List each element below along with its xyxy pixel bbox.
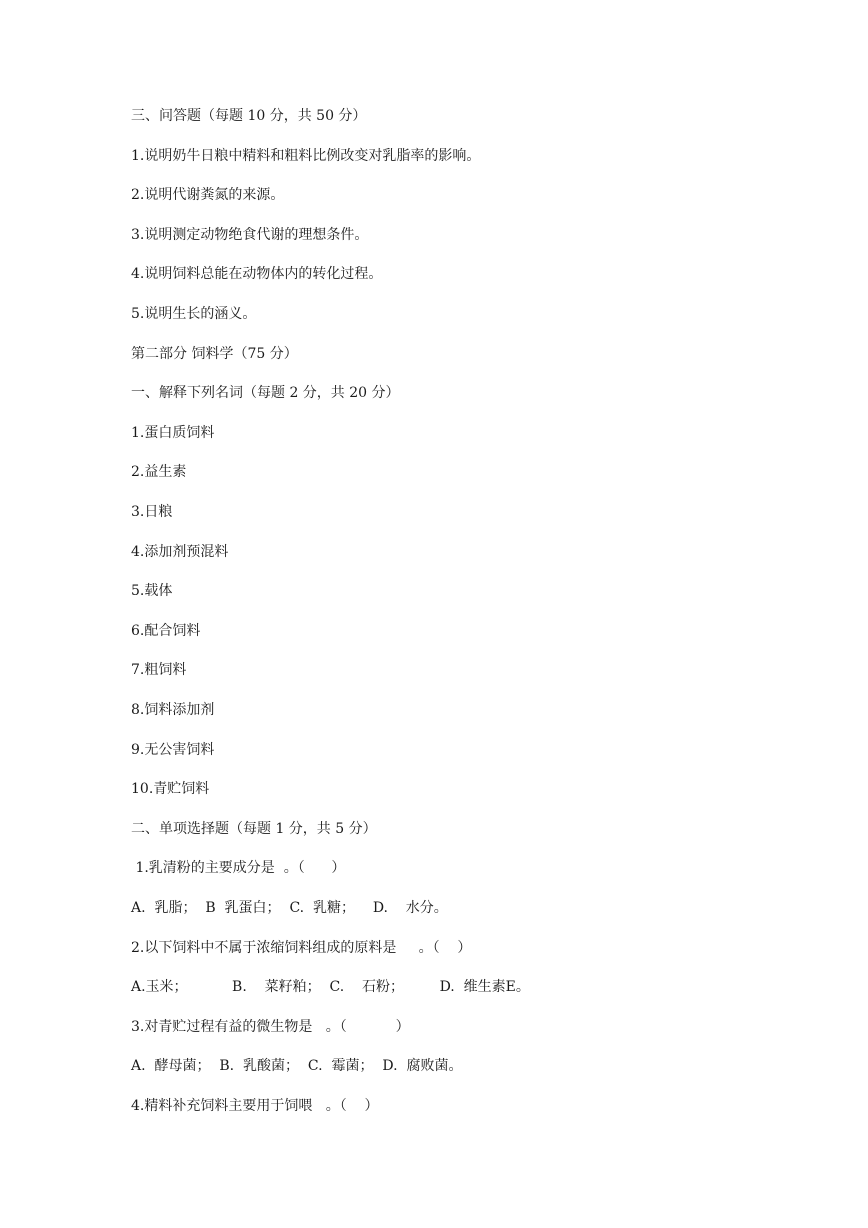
choice-question: 4.精料补充饲料主要用于饲喂 。（ ） [131,1098,379,1114]
term-item: 8.饲料添加剂 [131,702,215,718]
term-item: 4.添加剂预混料 [131,544,229,560]
term-item: 1.蛋白质饲料 [131,425,215,441]
choice-options: A. 酵母菌； B. 乳酸菌； C. 霉菌； D. 腐败菌。 [131,1058,463,1074]
section-title-terms: 一、解释下列名词（每题 2 分，共 20 分） [131,385,400,401]
choice-options: A.玉米； B. 菜籽粕； C. 石粉； D. 维生素E。 [131,979,530,995]
term-item: 7.粗饲料 [131,662,187,678]
part-title: 第二部分 饲料学（75 分） [131,346,298,362]
question-item: 1.说明奶牛日粮中精料和粗料比例改变对乳脂率的影响。 [131,148,481,164]
question-item: 4.说明饲料总能在动物体内的转化过程。 [131,266,383,282]
term-item: 3.日粮 [131,504,173,520]
choice-question: 2.以下饲料中不属于浓缩饲料组成的原料是 。（ ） [131,940,472,956]
section-title-choice: 二、单项选择题（每题 1 分，共 5 分） [131,821,377,837]
term-item: 6.配合饲料 [131,623,201,639]
term-item: 10.青贮饲料 [131,781,210,797]
choice-question: 3.对青贮过程有益的微生物是 。（ ） [131,1019,410,1035]
question-item: 2.说明代谢粪氮的来源。 [131,187,285,203]
term-item: 2.益生素 [131,464,187,480]
choice-question: 1.乳清粉的主要成分是 。（ ） [131,860,346,876]
choice-options: A. 乳脂； B 乳蛋白； C. 乳糖； D. 水分。 [131,900,448,916]
section-title-qa: 三、问答题（每题 10 分，共 50 分） [131,108,367,124]
question-item: 5.说明生长的涵义。 [131,306,257,322]
term-item: 9.无公害饲料 [131,742,215,758]
term-item: 5.载体 [131,583,173,599]
question-item: 3.说明测定动物绝食代谢的理想条件。 [131,227,369,243]
